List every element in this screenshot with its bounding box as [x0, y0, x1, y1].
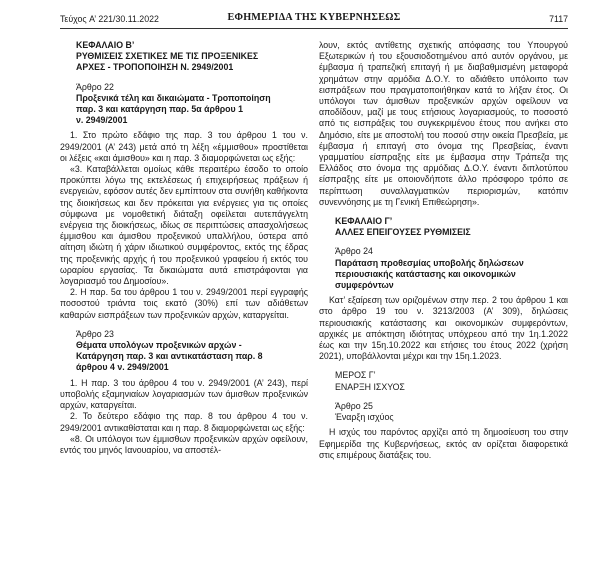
right-column	[319, 40, 568, 461]
part-c-subtitle: ΕΝΑΡΞΗ ΙΣΧΥΟΣ	[335, 381, 405, 392]
article-23-heading-line-1: Θέματα υπολόγων προξενικών αρχών -	[76, 340, 242, 351]
article-24-heading-line-1: Παράταση προθεσμίας υποβολής δηλώσεων	[335, 257, 524, 268]
article-23-heading-line-3: άρθρου 4 ν. 2949/2001	[76, 362, 169, 373]
article-22-heading	[76, 82, 308, 127]
article-25-title: Άρθρο 25	[335, 400, 373, 411]
left-column	[60, 40, 308, 456]
article-23-paragraph-3: «8. Οι υπόλογοι των έμμισθων προξενικών αρχών οφείλουν, εντός του μηνός Ιανουαρίου, να αποστέλ-	[60, 433, 308, 455]
article-25-heading-line: Έναρξη ισχύος	[335, 412, 394, 423]
article-25-paragraph-1: Η ισχύς του παρόντος αρχίζει από τη δημοσίευση του στην Εφημερίδα της Κυβερνήσεως, εκτός αν ορίζεται διαφορετικά στις επιμέρους διατάξεις του.	[319, 427, 568, 460]
article-22-paragraph-3: 2. Η παρ. 5α του άρθρου 1 του ν. 2949/2001 περί εγγραφής ποσοστού τριάντα τοις εκατό (30%) επί των αδιάθετων καθαρών εισπράξεων των προξενικών αρχών, καταργείται.	[60, 287, 308, 320]
article-22-heading-line-3: ν. 2949/2001	[76, 115, 128, 126]
article-25-heading	[335, 401, 568, 423]
part-c-title: ΜΕΡΟΣ Γ’	[335, 370, 376, 381]
article-24-heading-line-3: συμφερόντων	[335, 280, 394, 291]
article-23-heading-line-2: Κατάργηση παρ. 3 και αντικατάσταση παρ. 8	[76, 351, 263, 362]
article-22-paragraph-1: 1. Στο πρώτο εδάφιο της παρ. 3 του άρθρου 1 του ν. 2949/2001 (Α’ 243) μετά από τη λέξη «έμμισθου» προστίθεται οι λέξεις «και άμισθου» και η παρ. 3 διαμορφώνεται ως εξής:	[60, 130, 308, 163]
article-23-heading	[76, 329, 308, 374]
chapter-b-line-2: ΑΡΧΕΣ - ΤΡΟΠΟΠΟΙΗΣΗ Ν. 2949/2001	[76, 62, 234, 73]
article-22-heading-line-1: Προξενικά τέλη και δικαιώματα - Τροποποίηση	[76, 92, 271, 103]
chapter-b-title: ΚΕΦΑΛΑΙΟ Β’	[76, 40, 135, 50]
article-22-heading-line-2: παρ. 3 και κατάργηση παρ. 5α άρθρου 1	[76, 104, 243, 115]
article-22-paragraph-2: «3. Καταβάλλεται ομοίως κάθε περαιτέρω έσοδο το οποίο προκύπτει λόγω της εκτελέσεως ή επιχειρήσεως πράξεων ή ενεργειών, εφόσον αυτές δεν εμπίπτουν στα συνήθη καθήκοντα της διοικήσεως και δεν πρόκειται για ενέργειες για τις οποίες σύμφωνα με νομοθετική διάταξη οφείλεται αυτεπάγγελτη ενέργεια της διοικήσεως, ιδίως σε περιπτώσεις απασχολήσεως έμμισθου και άμισθου προξενικού υπαλλήλου, ύστερα από αίτηση ιδιώτη ή χάριν ιδιωτικού συμφέροντος, εκτός της έδρας της προξενικής αρχής ή του προξενικού γραφείου ή εκτός του ωραρίου εργασίας. Τα δικαιώματα αυτά επιστράφονται για λογαριασμό του Δημοσίου».	[60, 164, 308, 287]
part-c-heading	[335, 370, 568, 392]
chapter-c-subtitle: ΑΛΛΕΣ ΕΠΕΙΓΟΥΣΕΣ ΡΥΘΜΙΣΕΙΣ	[335, 227, 471, 238]
issue-label: Τεύχος A’ 221/30.11.2022	[60, 14, 159, 24]
gazette-title: ΕΦΗΜΕΡΙΔΑ ΤΗΣ ΚΥΒΕΡΝΗΣΕΩΣ	[227, 12, 401, 23]
article-23-paragraph-1: 1. Η παρ. 3 του άρθρου 4 του ν. 2949/2001 (Α’ 243), περί υποβολής εξαμηνιαίων λογαριασμών των άμισθων προξενικών αρχών, καταργείται.	[60, 377, 308, 411]
article-24-heading-line-2: περιουσιακής κατάστασης και οικονομικών	[335, 268, 516, 279]
page-number: 7117	[549, 14, 568, 24]
chapter-c-heading	[335, 216, 568, 238]
page-header	[60, 12, 568, 29]
article-23-paragraph-2: 2. Το δεύτερο εδάφιο της παρ. 8 του άρθρου 4 του ν. 2949/2001 αντικαθίσταται και η παρ. 8 διαμορφώνεται ως εξής:	[60, 411, 308, 433]
article-24-paragraph-1: Κατ’ εξαίρεση των οριζομένων στην περ. 2 του άρθρου 1 και στο άρθρο 19 του ν. 3213/2003 (Α’ 309), δηλώσεις περιουσιακής κατάστασης και οικονομικών συμφερόντων, αρχικές με απόκτηση ιδιότητας υπόχρεου από την 1η.1.2022 έως και την 15η.10.2022 και ετήσιες του έτους 2022 (χρήση 2021), υποβάλλονται μέχρι και την 15η.1.2023.	[319, 295, 568, 362]
chapter-c-title: ΚΕΦΑΛΑΙΟ Γ’	[335, 216, 393, 227]
chapter-b-heading	[76, 40, 308, 74]
article-22-title: Άρθρο 22	[76, 81, 114, 92]
article-24-title: Άρθρο 24	[335, 246, 373, 257]
article-23-continuation: λουν, εκτός αντίθετης σχετικής απόφασης του Υπουργού Εξωτερικών ή του εξουσιοδοτημένου από αυτόν οργάνου, με έμβασμα ή τραπεζική επιταγή ή με διαβαθμισμένη μεταφορά χρημάτων στην αρμόδια Δ.Ο.Υ. το αδιάθετο υπόλοιπο των εισπράξεων που πραγματοποιήθηκαν κατά το λήξαν έτος. Οι υπόλογοι των άμισθων προξενικών αρχών οφείλουν να αποδίδουν, μαζί με τους ετήσιους λογαριασμούς, το ποσοστό από τις εισπράξεις του συγκεκριμένου έτους που ανήκει στο Δημόσιο, είτε με αποστολή του ποσού στην οικεία Πρεσβεία, με έμβασμα ή επιταγή στο όνομα της Πρεσβείας, έναντι γραμματίου είσπραξης είτε με έμβασμα στην Τράπεζα της Ελλάδος στο όνομα της αρμόδιας Δ.Ο.Υ. έναντι διπλοτύπου είσπραξης είτε με οποιονδήποτε άλλο πρόσφορο τρόπο σε περίπτωση συναλλαγματικών περιορισμών, κατόπιν συνεννόησης με τη Γενική Επιθεώρηση».	[319, 40, 568, 207]
article-24-heading	[335, 246, 568, 291]
article-23-title: Άρθρο 23	[76, 328, 114, 339]
chapter-b-line-1: ΡΥΘΜΙΣΕΙΣ ΣΧΕΤΙΚΕΣ ΜΕ ΤΙΣ ΠΡΟΞΕΝΙΚΕΣ	[76, 51, 259, 62]
